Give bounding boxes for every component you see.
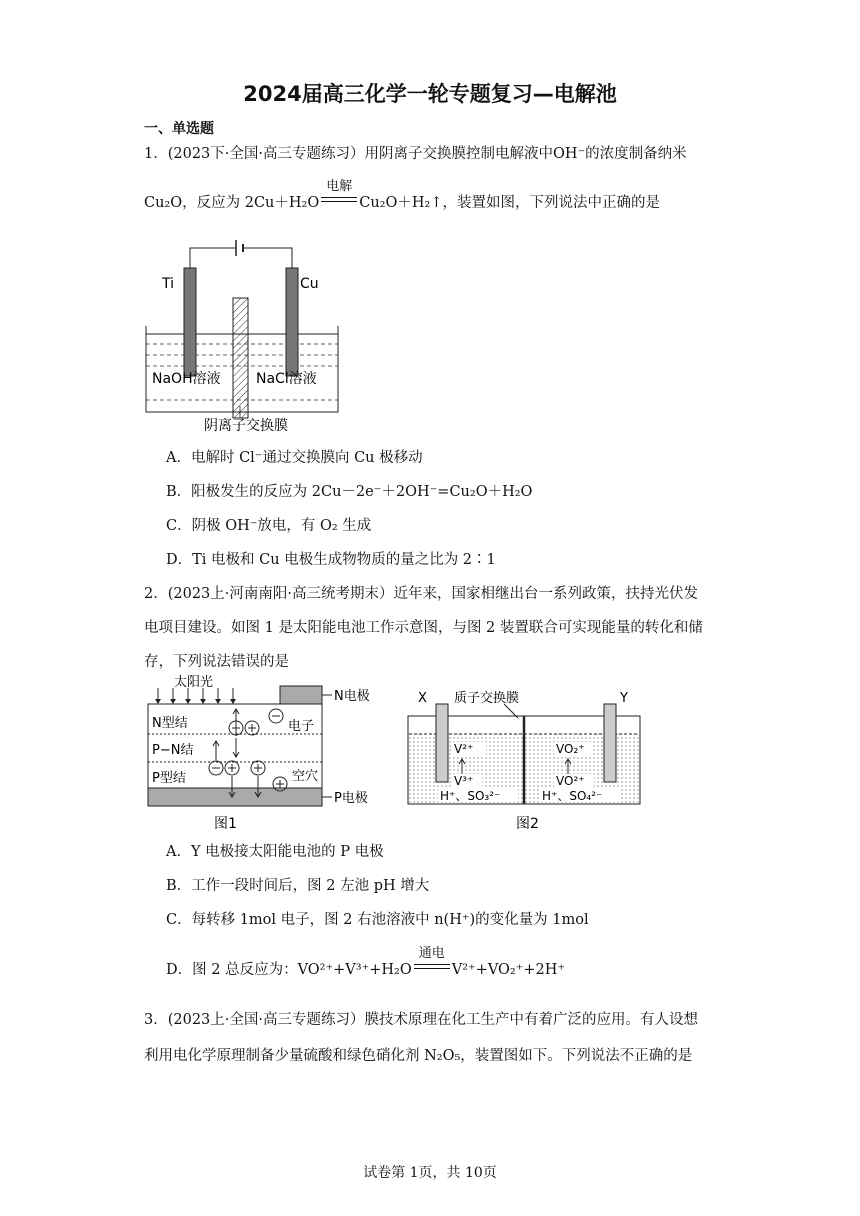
electrify-equals-sign (412, 946, 452, 974)
eq-label-2: 通电 (418, 946, 445, 961)
q2-stem-line2: 电项目建设。如图 1 是太阳能电池工作示意图，与图 2 装置联合可实现能量的转化和储 (144, 620, 703, 636)
cu-label: Cu (300, 276, 319, 292)
q1-stem-line1: 1．(2023下·全国·高三专题练习）用阴离子交换膜控制电解液中OH⁻的浓度制备纳米 (144, 146, 687, 162)
q1-option-d: D．Ti 电极和 Cu 电极生成物物质的量之比为 2∶1 (166, 552, 496, 568)
membrane-label: 阴离子交换膜 (204, 418, 288, 434)
q3-stem-line2: 利用电化学原理制备少量硫酸和绿色硝化剂 N₂O₅，装置图如下。下列说法不正确的是 (144, 1048, 693, 1064)
right-bottom-ions: H⁺、SO₄²⁻ (542, 789, 603, 803)
fig2-flow-battery (404, 684, 644, 834)
q2-option-a: A．Y 电极接太阳能电池的 P 电极 (166, 844, 384, 860)
left-bottom-ions: H⁺、SO₃²⁻ (440, 789, 501, 803)
q2-stem-line1: 2．(2023上·河南南阳·高三统考期末）近年来，国家相继出台一系列政策，扶持光伏发 (144, 586, 698, 602)
fig1-caption: 图1 (214, 816, 237, 832)
right-mid-ion: VO²⁺ (556, 774, 585, 788)
hole-label: 空穴 (292, 769, 319, 784)
q1-option-c: C．阴极 OH⁻放电，有 O₂ 生成 (166, 518, 372, 534)
electron-label: 电子 (288, 719, 315, 734)
electrolysis-equals-sign (319, 179, 359, 207)
naoh-label: NaOH溶液 (152, 371, 221, 387)
q2-option-d-a: D．图 2 总反应为：VO²⁺+V³⁺+H₂O (166, 962, 412, 978)
p-junction-label: P型结 (152, 771, 186, 786)
q2-option-d-b: V²⁺+VO₂⁺+2H⁺ (451, 962, 566, 978)
q1-stem-line2-a: Cu₂O，反应为 2Cu＋H₂O (144, 195, 320, 211)
left-mid-ion: V³⁺ (454, 774, 474, 788)
q1-option-a: A．电解时 Cl⁻通过交换膜向 Cu 极移动 (166, 450, 423, 466)
q1-stem-line2 (144, 179, 660, 212)
page-footer: 试卷第 1页，共 10页 (363, 1165, 497, 1181)
n-junction-label: N型结 (152, 716, 188, 731)
q1-stem-line2-b: Cu₂O＋H₂↑，装置如图，下列说法中正确的是 (359, 195, 660, 211)
q3-stem-line1: 3．(2023上·全国·高三专题练习）膜技术原理在化工生产中有着广泛的应用。有人设想 (144, 1012, 698, 1028)
sunlight-label: 太阳光 (174, 675, 214, 690)
p-electrode-label: P电极 (334, 791, 368, 806)
y-label: Y (620, 691, 628, 706)
fig1-solar-cell (144, 672, 384, 832)
pn-junction-label: P−N结 (152, 743, 194, 758)
q2-stem-line3: 存，下列说法错误的是 (144, 654, 289, 670)
page-title: 2024届高三化学一轮专题复习—电解池 (243, 82, 617, 106)
fig2-caption: 图2 (516, 816, 539, 832)
n-electrode-label: N电极 (334, 689, 370, 704)
right-top-ion: VO₂⁺ (556, 742, 585, 756)
proton-membrane-label: 质子交换膜 (454, 691, 520, 706)
x-label: X (418, 691, 427, 706)
q1-electrolysis-figure (140, 236, 355, 436)
q2-option-d (166, 946, 566, 979)
section-heading: 一、单选题 (144, 121, 214, 137)
q2-option-b: B．工作一段时间后，图 2 左池 pH 增大 (166, 878, 430, 894)
q1-option-b: B．阳极发生的反应为 2Cu－2e⁻＋2OH⁻=Cu₂O＋H₂O (166, 484, 533, 500)
nacl-label: NaCl溶液 (256, 371, 317, 387)
ti-label: Ti (162, 276, 175, 292)
left-top-ion: V²⁺ (454, 742, 474, 756)
eq-label: 电解 (326, 179, 353, 194)
q2-option-c: C．每转移 1mol 电子，图 2 右池溶液中 n(H⁺)的变化量为 1mol (166, 912, 589, 928)
